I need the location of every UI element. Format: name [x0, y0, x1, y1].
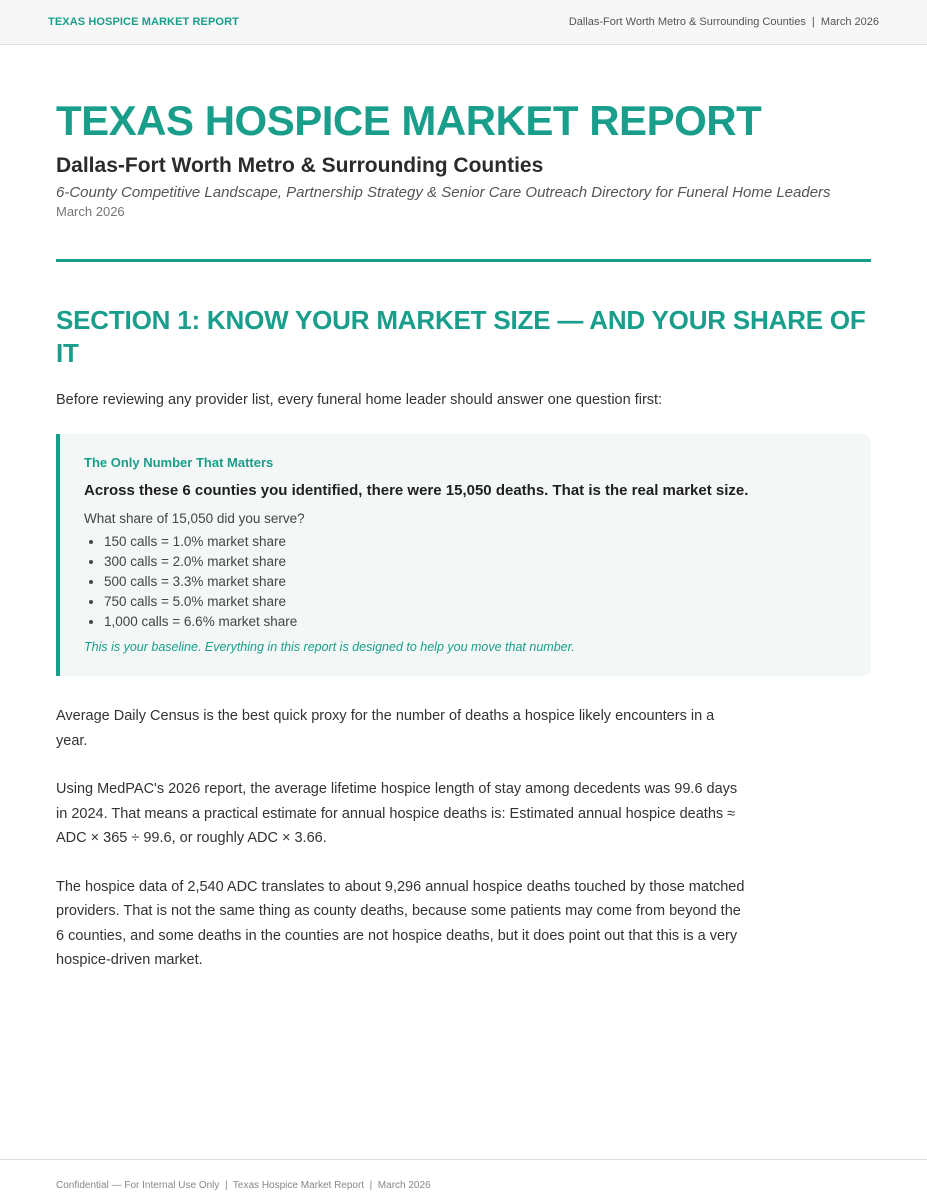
callout-label: The Only Number That Matters	[84, 455, 274, 470]
callout-headline: Across these 6 counties you identified, there were 15,050 deaths. That is the real market size.	[84, 482, 749, 499]
body-paragraph: Using MedPAC's 2026 report, the average lifetime hospice length of stay among decedents was 99.6 days in 2024. That means a practical estimate for annual hospice deaths is: Estimated annual hospice deaths ≈ ADC × 365 ÷ 99.6, or roughly ADC × 3.66.	[56, 781, 738, 846]
market-share-list	[84, 532, 847, 632]
report-page	[56, 95, 871, 973]
section-1-body	[56, 704, 746, 973]
footer-text: Confidential — For Internal Use Only | Texas Hospice Market Report | March 2026	[56, 1180, 431, 1191]
header-brand: TEXAS HOSPICE MARKET REPORT	[48, 16, 239, 28]
header-meta: Dallas-Fort Worth Metro & Surrounding Counties | March 2026	[568, 16, 879, 28]
report-date: March 2026	[56, 204, 125, 219]
report-tagline: 6-County Competitive Landscape, Partnership Strategy & Senior Care Outreach Directory for Funeral Home Leaders	[56, 184, 831, 201]
list-item: 300 calls = 2.0% market share	[84, 552, 847, 572]
report-subtitle: Dallas-Fort Worth Metro & Surrounding Counties	[56, 154, 544, 177]
report-title: TEXAS HOSPICE MARKET REPORT	[56, 97, 762, 144]
running-footer	[0, 1159, 927, 1200]
running-header	[0, 0, 927, 45]
callout-note: This is your baseline. Everything in this report is designed to help you move that number.	[84, 640, 575, 654]
list-item: 750 calls = 5.0% market share	[84, 592, 847, 612]
callout-question: What share of 15,050 did you serve?	[84, 511, 305, 526]
list-item: 500 calls = 3.3% market share	[84, 572, 847, 592]
section-1-heading: SECTION 1: KNOW YOUR MARKET SIZE — AND YOUR SHARE OF IT	[56, 305, 866, 368]
market-size-callout	[56, 434, 871, 676]
list-item: 150 calls = 1.0% market share	[84, 532, 847, 552]
title-divider	[56, 259, 871, 262]
body-paragraph: The hospice data of 2,540 ADC translates to about 9,296 annual hospice deaths touched by those matched providers. That is not the same thing as county deaths, because some patients may come from beyond the 6 counties, and some deaths in the counties are not hospice deaths, but it does point out that this is a very hospice-driven market.	[56, 878, 745, 968]
section-1-intro: Before reviewing any provider list, every funeral home leader should answer one question first:	[56, 392, 663, 408]
body-paragraph: Average Daily Census is the best quick proxy for the number of deaths a hospice likely encounters in a year.	[56, 708, 715, 749]
list-item: 1,000 calls = 6.6% market share	[84, 612, 847, 632]
